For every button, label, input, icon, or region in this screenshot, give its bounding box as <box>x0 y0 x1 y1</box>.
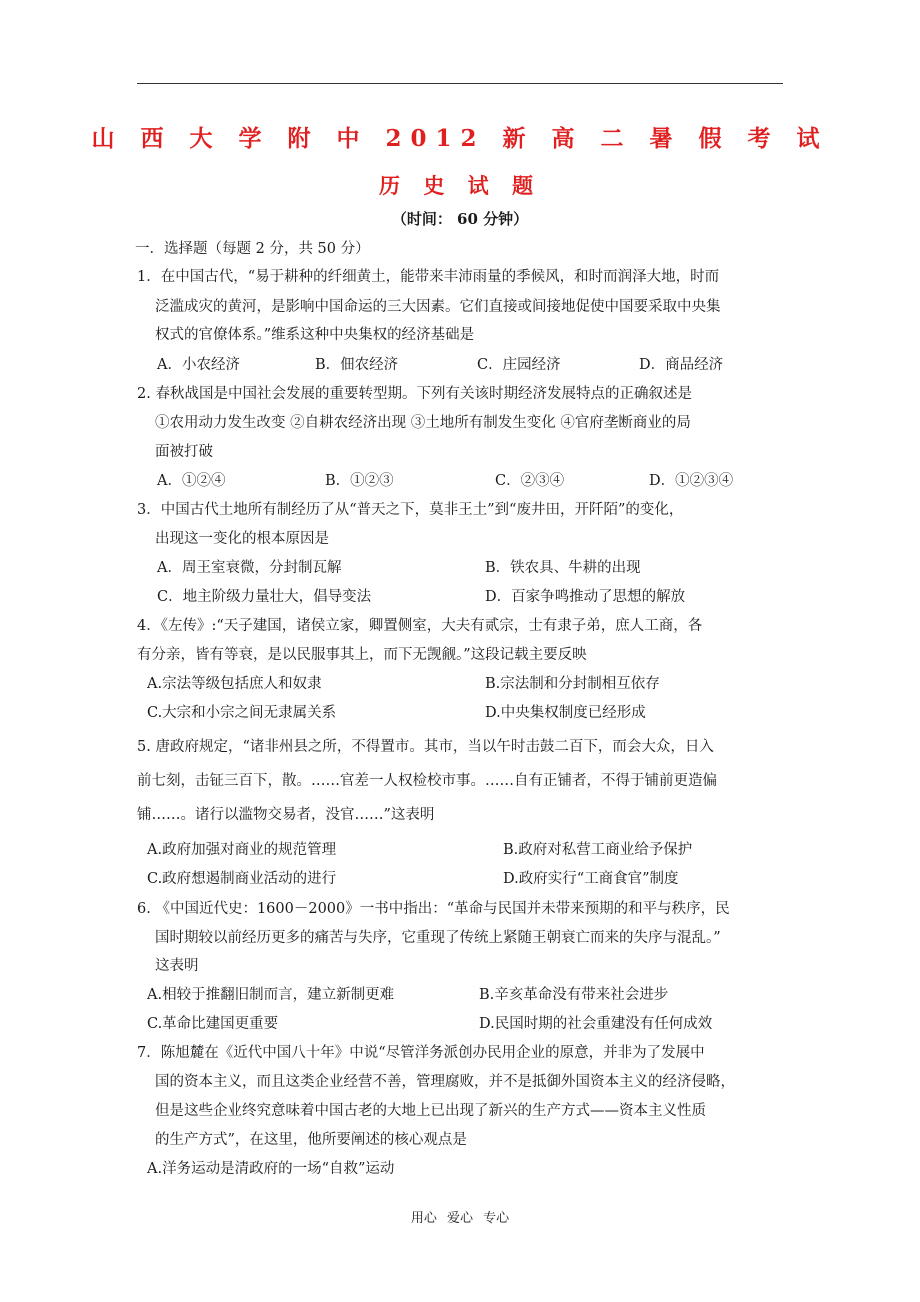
q5-option-c: C.政府想遏制商业活动的进行 <box>147 871 337 887</box>
q2-line: 2. 春秋战国是中国社会发展的重要转型期。下列有关该时期经济发展特点的正确叙述是 <box>137 386 692 402</box>
q7-option-a: A.洋务运动是清政府的一场“自救”运动 <box>147 1161 395 1177</box>
q7-line: 7．陈旭麓在《近代中国八十年》中说“尽管洋务派创办民用企业的原意，并非为了发展中 <box>137 1045 705 1061</box>
q2-option-b: B．①②③ <box>325 473 394 489</box>
q2-option-d: D．①②③④ <box>649 473 734 489</box>
q5-option-a: A.政府加强对商业的规范管理 <box>147 842 337 858</box>
q1-option-d: D．商品经济 <box>639 357 724 373</box>
q1-line: 1．在中国古代，“易于耕种的纤细黄土，能带来丰沛雨量的季候风，和时而润泽大地，时而 <box>137 269 720 285</box>
q1-option-b: B．佃农经济 <box>315 357 399 373</box>
header-rule <box>137 83 783 84</box>
q2-line: 面被打破 <box>155 444 213 460</box>
page-footer <box>0 1207 920 1226</box>
q7-line: 的生产方式”，在这里，他所要阐述的核心观点是 <box>155 1132 467 1148</box>
q4-option-c: C.大宗和小宗之间无隶属关系 <box>147 705 337 721</box>
q5-line: 5. 唐政府规定，“诸非州县之所，不得置市。其市，当以午时击鼓二百下，而会大众，日入 <box>137 739 714 755</box>
q6-option-a: A.相较于推翻旧制而言，建立新制更难 <box>147 987 395 1003</box>
q6-option-b: B.辛亥革命没有带来社会进步 <box>479 987 669 1003</box>
q3-line: 3．中国古代土地所有制经历了从“普天之下，莫非王土”到“废井田，开阡陌”的变化， <box>137 502 684 518</box>
q5-option-b: B.政府对私营工商业给予保护 <box>503 842 693 858</box>
exam-time: （时间： 60 分钟） <box>391 210 529 228</box>
q6-line: 6. 《中国近代史：1600－2000》一书中指出：“革命与民国并未带来预期的和平与秩序，民 <box>137 901 730 917</box>
q4-option-a: A.宗法等级包括庶人和奴隶 <box>147 676 322 692</box>
q1-line: 权式的官僚体系。”维系这种中央集权的经济基础是 <box>155 327 475 343</box>
q4-line: 4．《左传》:“天子建国，诸侯立家，卿置侧室，大夫有贰宗，士有隶子弟，庶人工商，各 <box>137 618 703 634</box>
q3-option-b: B．铁农具、牛耕的出现 <box>485 560 641 576</box>
q7-line: 但是这些企业终究意味着中国古老的大地上已出现了新兴的生产方式——资本主义性质 <box>155 1103 706 1119</box>
q6-line: 国时期较以前经历更多的痛苦与失序，它重现了传统上紧随王朝衰亡而来的失序与混乱。” <box>155 930 721 946</box>
q1-option-c: C．庄园经济 <box>477 357 561 373</box>
q5-option-d: D.政府实行“工商食官”制度 <box>503 871 679 887</box>
q3-option-d: D．百家争鸣推动了思想的解放 <box>485 589 686 605</box>
q3-line: 出现这一变化的根本原因是 <box>155 531 329 547</box>
footer-word: 用心 <box>410 1211 437 1226</box>
q4-option-b: B.宗法制和分封制相互依存 <box>485 676 660 692</box>
q5-line: 前七刻，击钲三百下，散。……官差一人权检校市事。……自有正铺者，不得于铺前更造偏 <box>137 773 717 789</box>
q3-option-a: A．周王室衰微，分封制瓦解 <box>157 560 342 576</box>
q3-option-c: C．地主阶级力量壮大，倡导变法 <box>157 589 372 605</box>
q1-line: 泛滥成灾的黄河，是影响中国命运的三大因素。它们直接或间接地促使中国要采取中央集 <box>155 299 721 315</box>
section-heading: 一．选择题（每题 2 分，共 50 分） <box>135 241 370 257</box>
exam-subtitle: 历 史 试 题 <box>379 173 541 198</box>
q7-line: 国的资本主义，而且这类企业经营不善，管理腐败，并不是抵御外国资本主义的经济侵略， <box>155 1074 735 1090</box>
q2-option-c: C．②③④ <box>495 473 565 489</box>
q2-line: ①农用动力发生改变 ②自耕农经济出现 ③土地所有制发生变化 ④官府垄断商业的局 <box>155 415 691 431</box>
footer-word: 爱心 <box>446 1211 473 1226</box>
q1-option-a: A．小农经济 <box>157 357 240 373</box>
q2-option-a: A．①②④ <box>157 473 226 489</box>
exam-title: 山 西 大 学 附 中 2012 新 高 二 暑 假 考 试 <box>91 125 829 152</box>
q4-option-d: D.中央集权制度已经形成 <box>485 705 646 721</box>
footer-word: 专心 <box>483 1211 510 1226</box>
q6-line: 这表明 <box>155 958 199 974</box>
q4-line: 有分亲，皆有等衰，是以民服事其上，而下无觊觎。”这段记载主要反映 <box>137 647 587 663</box>
q6-option-c: C.革命比建国更重要 <box>147 1016 279 1032</box>
q5-line: 铺……。诸行以滥物交易者，没官……”这表明 <box>137 807 435 823</box>
q6-option-d: D.民国时期的社会重建没有任何成效 <box>479 1016 713 1032</box>
